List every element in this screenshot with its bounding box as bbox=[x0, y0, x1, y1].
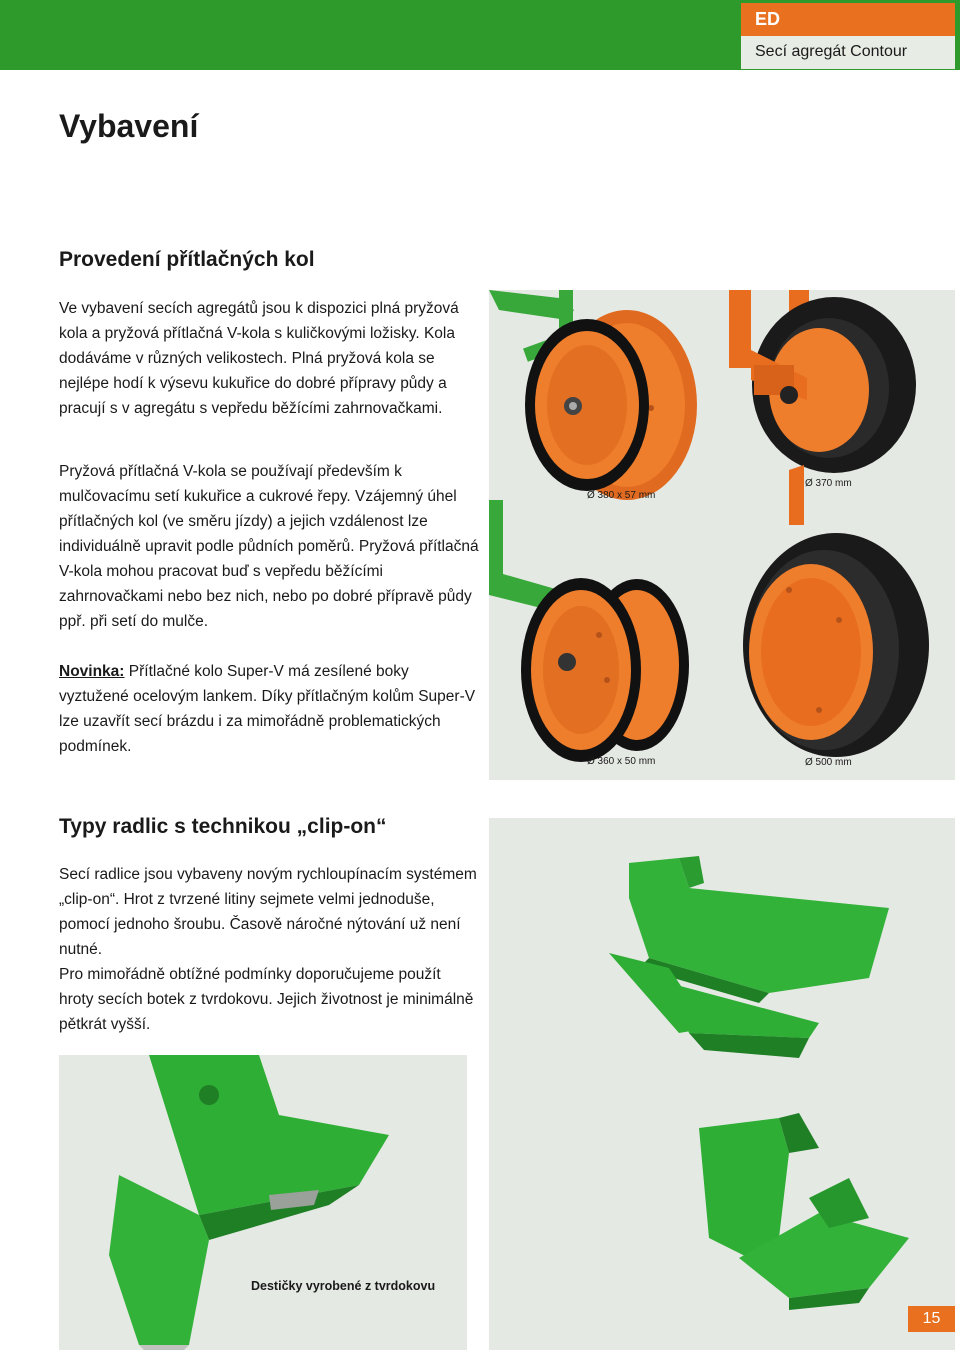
section-title-wheels: Provedení přítlačných kol bbox=[59, 248, 315, 271]
coulters-illustration bbox=[489, 818, 955, 1350]
wheel-caption-360: Ø 360 x 50 mm bbox=[587, 756, 656, 767]
coulters-paragraph-1: Secí radlice jsou vybaveny novým rychloupínacím systémem „clip-on“. Hrot z tvrzené litiny sejmete velmi jednoduše, pomocí jednoho šroubu. Časově náročné nýtování už není nutné. bbox=[59, 866, 477, 958]
wheels-illustration bbox=[489, 290, 955, 780]
section-title-coulters: Typy radlic s technikou „clip-on“ bbox=[59, 815, 387, 838]
header-tag bbox=[741, 3, 955, 36]
header-subtitle-box bbox=[741, 36, 955, 69]
novinka-label: Novinka: bbox=[59, 663, 125, 680]
coulters-photo bbox=[489, 818, 955, 1350]
page-title: Vybavení bbox=[59, 108, 199, 144]
wheels-photo bbox=[489, 290, 955, 780]
hardmetal-tip-photo bbox=[59, 1055, 467, 1350]
page-number: 15 bbox=[908, 1306, 955, 1332]
wheel-caption-370: Ø 370 mm bbox=[805, 478, 852, 489]
wheel-caption-380: Ø 380 x 57 mm bbox=[587, 490, 656, 501]
tip-illustration bbox=[59, 1055, 467, 1350]
hardmetal-caption: Destičky vyrobené z tvrdokovu bbox=[251, 1279, 436, 1293]
coulters-paragraph-2: Pro mimořádně obtížné podmínky doporučujeme použít hroty secích botek z tvrdokovu. Jejich životnost je minimálně pětkrát vyšší. bbox=[59, 966, 474, 1033]
wheels-paragraph-2: Pryžová přítlačná V-kola se používají především k mulčovacímu setí kukuřice a cukrové řepy. Vzájemný úhel přítlačných kol (ve směru jízdy) a jejich vzdálenost lze individuálně upravit podle půdních poměrů. Pryžová přítlačná V-kola mohou pracovat buď s vepředu běžícími zahrnovačkami nebo bez nich, nebo po dobré přípravě půdy ppř. při setí do mulče. bbox=[59, 463, 479, 630]
header-tag-text: ED bbox=[755, 9, 781, 29]
novinka-paragraph bbox=[59, 659, 479, 759]
novinka-text: Přítlačné kolo Super-V má zesílené boky vyztužené ocelovým lankem. Díky přítlačným kolům Super-V lze uzavřít secí brázdu i za mimořádně problematických podmínek. bbox=[59, 663, 476, 755]
wheels-paragraph-1: Ve vybavení secích agregátů jsou k dispozici plná pryžová kola a pryžová přítlačná V-kola s kuličkovými ložisky. Kola dodáváme v různých velikostech. Plná pryžová kola se nejlépe hodí k výsevu kukuřice do dobré přípravy půdy a pracují s v agregátu s vepředu běžícími zahrnovačkami. bbox=[59, 300, 459, 417]
header-subtitle: Secí agregát Contour bbox=[755, 43, 908, 60]
wheel-caption-500: Ø 500 mm bbox=[805, 757, 852, 768]
